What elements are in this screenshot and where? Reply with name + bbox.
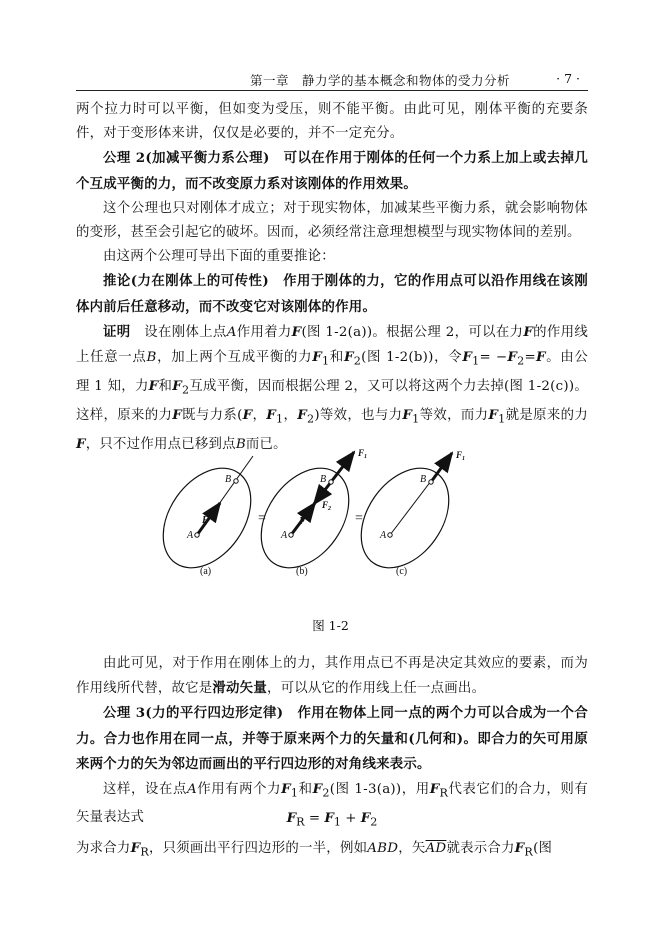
axiom-2-body: 可以在作用于刚体的任何一个力系上加上或去掉几个互成平衡的力，而不改变原力系对该刚体的作用效果。 [76, 150, 589, 192]
axiom-2 [76, 146, 588, 196]
figure-caption: 图 1-2 [312, 618, 349, 633]
axiom-3 [76, 701, 588, 777]
point-A [289, 533, 293, 537]
point-B [234, 479, 238, 483]
corollary-body: 作用于刚体的力，它的作用点可以沿作用线在该刚体内前后任意移动，而不改变它对该刚体的作用。 [76, 273, 589, 315]
svg-text:F1: $F_1$ [456, 450, 466, 462]
corollary-label: 推论(力在刚体上的可传性) [103, 273, 269, 290]
vector-formula: $F_R = F_1 + F_2$ [286, 810, 378, 829]
svg-text:(a): (a) [200, 566, 212, 577]
paragraph: 这样，设在点A作用有两个力$F_1$和$F_2$(图 1-3(a))，用$F_R$代表它们的合力，则有矢量表达式 [76, 781, 589, 825]
point-A [195, 533, 199, 537]
paragraph: 为求合力$F_R$，只须画出平行四边形的一半，例如ABD，矢$\overline{AD}$就表示合力$F_R$(图 [76, 840, 553, 859]
point-B [329, 480, 333, 484]
svg-text:F: F [299, 516, 306, 527]
svg-text:(c): (c) [396, 566, 408, 577]
axiom-3-label: 公理 3(力的平行四边形定律) [103, 705, 284, 722]
vector-AD: $\overline{AD}$ [425, 841, 447, 856]
corollary [76, 269, 588, 319]
svg-text:B: B [320, 474, 327, 485]
paragraph: 这个公理也只对刚体才成立；对于现实物体，加减某些平衡力系，就会影响物体的变形，甚至会引起它的破坏。因而，必须经常注意理想模型与现实物体间的差别。 [76, 200, 588, 241]
proof-paragraph: 证明 设在刚体上点A作用着力F(图 1-2(a))。根据公理 2，可以在力F的作用线上任意一点B，加上两个互成平衡的力$F_1$和$F_2$(图 1-2(b))，令$F_1= -F_2=F$。由公理 1 知，力F和$F_2$互成平衡，因而根据公理 2，又可以将这两个力去掉(图 1-2(c))。这样，原来的力F既与力系(F，$F_1$，$F_2$)等效，也与力$F_1$等效，而力$F_1$就是原来的力F，只不过作用点已移到点B而已。 [76, 323, 589, 452]
subfigure-a [160, 452, 269, 585]
proof-label: 证明 [103, 323, 131, 340]
text-block-final [76, 836, 588, 865]
svg-text:(b): (b) [296, 566, 308, 577]
paragraph: 两个拉力时可以平衡，但如变为受压，则不能平衡。由此可见，刚体平衡的充要条件，对于变形体来讲，仅仅是必要的，并不一定充分。 [76, 102, 588, 142]
text-block-upper [76, 98, 588, 457]
force-arrow-F1 [331, 452, 354, 482]
figure-1-2 [160, 446, 510, 596]
equals-sign-1: = [258, 511, 266, 526]
axiom-3-body: 作用在物体上同一点的两个力可以合成为一个合力。合力也作用在同一点，并等于原来两个力的矢量和(几何和)。即合力的矢可用原来两个力的矢为邻边而画出的平行四边形的对角线来表示。 [76, 705, 589, 772]
paragraph: 由这两个公理可导出下面的重要推论： [103, 249, 335, 265]
svg-text:A: A [187, 530, 194, 541]
chapter-title: 第一章 静力学的基本概念和物体的受力分析 [250, 73, 511, 88]
svg-text:A: A [281, 530, 288, 541]
running-header [76, 70, 588, 91]
point-A [388, 533, 392, 537]
svg-text:F2: $F_2$ [322, 500, 332, 512]
paragraph: 由此可见，对于作用在刚体上的力，其作用点已不再是决定其效应的要素，而为作用线所代替，故它是滑动矢量，可以从它的作用线上任一点画出。 [76, 656, 588, 697]
svg-text:F1: $F_1$ [358, 448, 368, 460]
equals-sign-2: = [355, 511, 363, 526]
page-number: · 7 · [556, 71, 580, 86]
svg-text:A: A [380, 530, 387, 541]
svg-text:B: B [420, 474, 427, 485]
svg-text:B: B [225, 474, 232, 485]
point-B [429, 480, 433, 484]
axiom-2-label: 公理 2(加减平衡力系公理) [103, 150, 270, 167]
text-block-lower [76, 652, 588, 830]
svg-text:F: F [202, 515, 209, 526]
